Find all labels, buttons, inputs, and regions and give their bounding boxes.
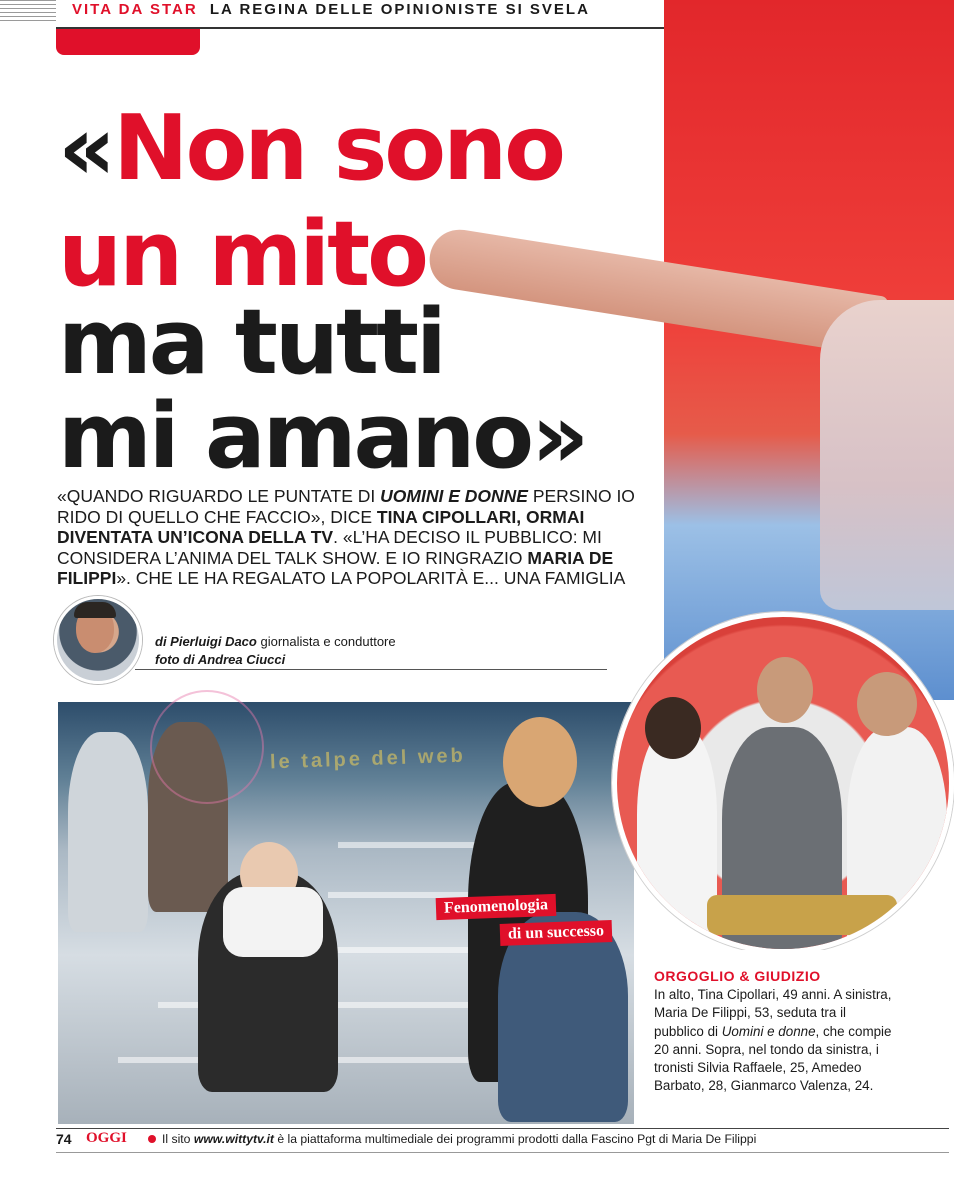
page-number: 74 bbox=[56, 1131, 72, 1147]
deck-show: UOMINI E DONNE bbox=[380, 486, 528, 506]
deck-text: PERSINO IO RIDO DI QUELLO CHE FACCIO», DICE bbox=[57, 486, 635, 527]
author-role: giornalista e conduttore bbox=[256, 634, 396, 649]
author-avatar-hair bbox=[74, 602, 116, 618]
photo-audience-head bbox=[503, 717, 577, 807]
photo-tronista-head bbox=[757, 657, 813, 723]
headline-open-quote: « bbox=[58, 96, 114, 201]
byline-photo-credit bbox=[155, 652, 285, 667]
caption-flag-line-2: di un successo bbox=[500, 920, 613, 946]
headline-line-4: mi amano» bbox=[58, 384, 587, 489]
footer-rule-bottom bbox=[56, 1152, 949, 1153]
photo-credit: foto di Andrea Ciucci bbox=[155, 652, 286, 667]
caption-text: In alto, Tina Cipollari, 49 anni. A sinistra, Maria De Filippi, 53, seduta tra il pubblico di bbox=[654, 987, 892, 1039]
headline-line-3: ma tutti bbox=[58, 290, 444, 395]
deck-name-2: MARIA DE FILIPPI bbox=[57, 547, 614, 588]
deck-name: TINA CIPOLLARI, ORMAI DIVENTATA UN’ICONA DELLA TV bbox=[57, 506, 585, 547]
watermark-circle bbox=[150, 690, 264, 804]
footer-rule bbox=[56, 1128, 949, 1129]
photo-audience-member bbox=[68, 732, 148, 932]
red-tab bbox=[56, 29, 200, 55]
headline-line-1 bbox=[58, 96, 564, 201]
photo-tronista-head bbox=[645, 697, 701, 759]
magazine-name: OGGI bbox=[86, 1130, 127, 1146]
photo-tronista bbox=[637, 727, 717, 947]
kicker-text: LA REGINA DELLE OPINIONISTE SI SVELA bbox=[209, 1, 590, 18]
hero-photo-sleeve bbox=[820, 300, 954, 610]
caption-flag-line-1: Fenomenologia bbox=[436, 894, 557, 920]
headline-line-2: un mito bbox=[58, 202, 426, 307]
caption-text: , che compie 20 anni. Sopra, nel tondo da sinistra, i tronisti Silvia Raffaele, 25, Amedeo Barbato, 28, Gianmarco Valenza, 24. bbox=[654, 1023, 892, 1094]
deck-text: . «L’HA DECISO IL PUBBLICO: MI CONSIDERA L’ANIMA DEL TALK SHOW. E IO RINGRAZIO bbox=[57, 527, 602, 568]
caption-show: Uomini e donne bbox=[721, 1023, 816, 1039]
tronisti-circle-photo bbox=[612, 612, 954, 954]
article-deck bbox=[57, 486, 657, 589]
watermark-text: le talpe del web bbox=[269, 744, 467, 774]
footer-note bbox=[162, 1132, 756, 1146]
bullet-icon bbox=[148, 1135, 156, 1143]
header-decoration-lines bbox=[0, 0, 56, 22]
deck-text: «QUANDO RIGUARDO LE PUNTATE DI bbox=[57, 486, 381, 506]
byline-rule bbox=[135, 669, 607, 670]
byline-author bbox=[155, 634, 396, 649]
deck-text: ». CHE LE HA REGALATO LA POPOLARITÀ E... UNA FAMIGLIA bbox=[116, 568, 626, 588]
photo-tronista-head bbox=[857, 672, 917, 736]
footer-text: è la piattaforma multimediale dei programmi prodotti dalla Fascino Pgt di Maria De Filippi bbox=[273, 1132, 757, 1146]
photo-woman-shirt bbox=[223, 887, 323, 957]
photo-throne bbox=[707, 895, 897, 935]
caption-title: ORGOGLIO & GIUDIZIO bbox=[654, 968, 821, 984]
headline-text-1: Non sono bbox=[113, 96, 564, 201]
author-name: di Pierluigi Daco bbox=[155, 634, 257, 649]
caption-body bbox=[654, 986, 899, 1096]
section-kicker bbox=[72, 1, 590, 18]
footer-text: Il sito bbox=[162, 1132, 194, 1146]
section-label: VITA DA STAR bbox=[72, 1, 198, 18]
footer-site-link[interactable]: www.wittytv.it bbox=[193, 1132, 274, 1146]
